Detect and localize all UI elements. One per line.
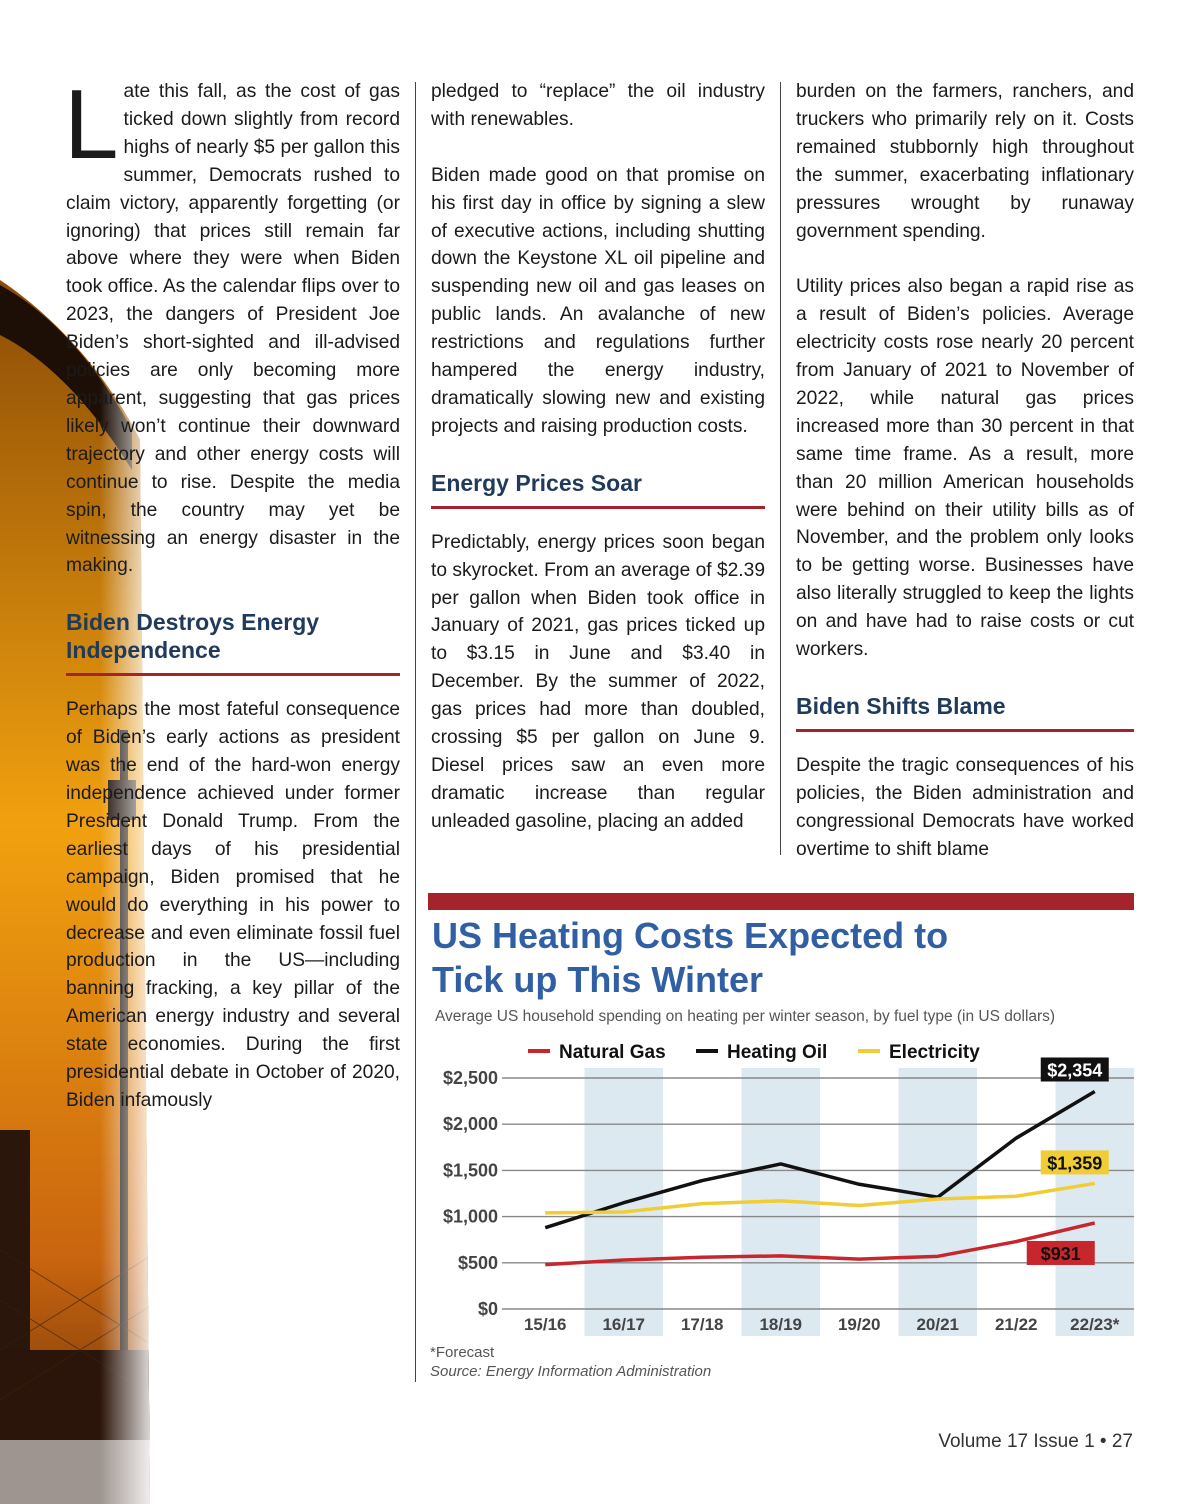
column-rule-1 [415, 82, 416, 1382]
article-column-2 [431, 78, 765, 836]
y-tick-label: $1,500 [442, 1160, 498, 1181]
article-column-1 [64, 69, 400, 1115]
heating-costs-chart [428, 893, 1134, 1393]
drop-cap: L [64, 69, 119, 179]
page-footer: Volume 17 Issue 1 • 27 [938, 1431, 1133, 1452]
legend-label: Heating Oil [727, 1042, 828, 1063]
x-tick-label: 16/17 [602, 1315, 646, 1334]
line-chart [428, 1041, 1134, 1341]
x-tick-label: 15/16 [523, 1315, 567, 1334]
article-column-3 [796, 78, 1134, 864]
y-tick-label: $2,500 [442, 1068, 498, 1088]
x-tick-label: 22/23* [1070, 1315, 1120, 1334]
chart-subtitle: Average US household spending on heating per winter season, by fuel type (in US dollars) [435, 1008, 1056, 1025]
paragraph: Predictably, energy prices soon began to skyrocket. From an average of $2.39 per gallon when Biden took office in January of 2021, gas prices ticked up to $3.15 in June and $3.40 in December. By the summer of 2022, gas prices had more than doubled, crossing $5 per gallon on June 9. Diesel prices saw an even more dramatic increase than regular unleaded gasoline, placing an added [431, 531, 765, 832]
y-tick-label: $500 [457, 1252, 498, 1273]
legend-label: Natural Gas [559, 1042, 666, 1063]
heading-shifts-blame: Biden Shifts Blame [796, 692, 1134, 732]
end-value-label: $1,359 [1047, 1153, 1103, 1174]
paragraph: Despite the tragic consequences of his policies, the Biden administration and congressional Democrats have worked overtime to shift blame [796, 755, 1134, 860]
paragraph: Biden made good on that promise on his first day in office by signing a slew of executive actions, including shutting down the Keystone XL oil pipeline and suspending new oil and gas leases on public lands. An avalanche of new restrictions and regulations further hampered the energy industry, dramatically slowing new and existing projects and raising production costs. [431, 164, 765, 437]
paragraph: pledged to “replace” the oil industry with renewables. [431, 81, 765, 130]
y-tick-label: $0 [477, 1299, 498, 1319]
end-value-label: $931 [1040, 1243, 1081, 1264]
intro-paragraph: L ate this fall, as the cost of gas ticked down slightly from record highs of nearly $5 per gallon this summer, Democrats rushed to claim victory, apparently forgetting (or ignoring) that prices still remain far above where they were when Biden took office. As the calendar flips over to 2023, the dangers of President Joe Biden’s short-sighted and ill-advised policies are only becoming more apparent, suggesting that gas prices likely won’t continue their downward trajectory and other energy costs will continue to rise. Despite the media spin, the country may yet be witnessing an energy disaster in the making. [64, 69, 400, 577]
chart-title: US Heating Costs Expected to Tick up This Winter [432, 915, 949, 1000]
chart-top-band [428, 893, 1134, 910]
end-value-label: $2,354 [1047, 1060, 1103, 1081]
x-tick-label: 21/22 [994, 1315, 1038, 1334]
heading-energy-independence: Biden Destroys Energy Independence [66, 608, 400, 676]
y-tick-label: $1,000 [442, 1206, 498, 1227]
chart-source: Source: Energy Information Administration [430, 1363, 712, 1380]
paragraph: Perhaps the most fateful consequence of Biden’s early actions as president was the end of the hard-won energy independence achieved under former President Donald Trump. From the earliest days of his presidential campaign, Biden promised that he would do everything in his power to decrease and even eliminate fossil fuel production in the US—including banning fracking, a key pillar of the American energy industry and several state economies. During the first presidential debate in October of 2020, Biden infamously [66, 699, 400, 1111]
legend-label: Electricity [889, 1042, 980, 1063]
y-tick-label: $2,000 [442, 1114, 498, 1135]
x-tick-label: 18/19 [759, 1315, 803, 1334]
paragraph: burden on the farmers, ranchers, and truckers who primarily rely on it. Costs remained stubbornly high throughout the summer, exacerbating inflationary pressures wrought by runaway government spending. [796, 81, 1134, 242]
chart-footnote: *Forecast [430, 1344, 495, 1361]
column-rule-2 [780, 82, 781, 855]
heading-energy-prices: Energy Prices Soar [431, 469, 765, 509]
x-tick-label: 17/18 [680, 1315, 724, 1334]
x-tick-label: 19/20 [837, 1315, 881, 1334]
paragraph: Utility prices also began a rapid rise as a result of Biden’s policies. Average electricity costs rose nearly 20 percent from January of 2021 to November of 2022, while natural gas prices increased more than 30 percent in that same time frame. As a result, more than 20 million American households were behind on their utility bills as of November, and the problem only looks to be getting worse. Businesses have also literally struggled to keep the lights on and have had to raise costs or cut workers. [796, 276, 1134, 661]
x-tick-label: 20/21 [916, 1315, 960, 1334]
